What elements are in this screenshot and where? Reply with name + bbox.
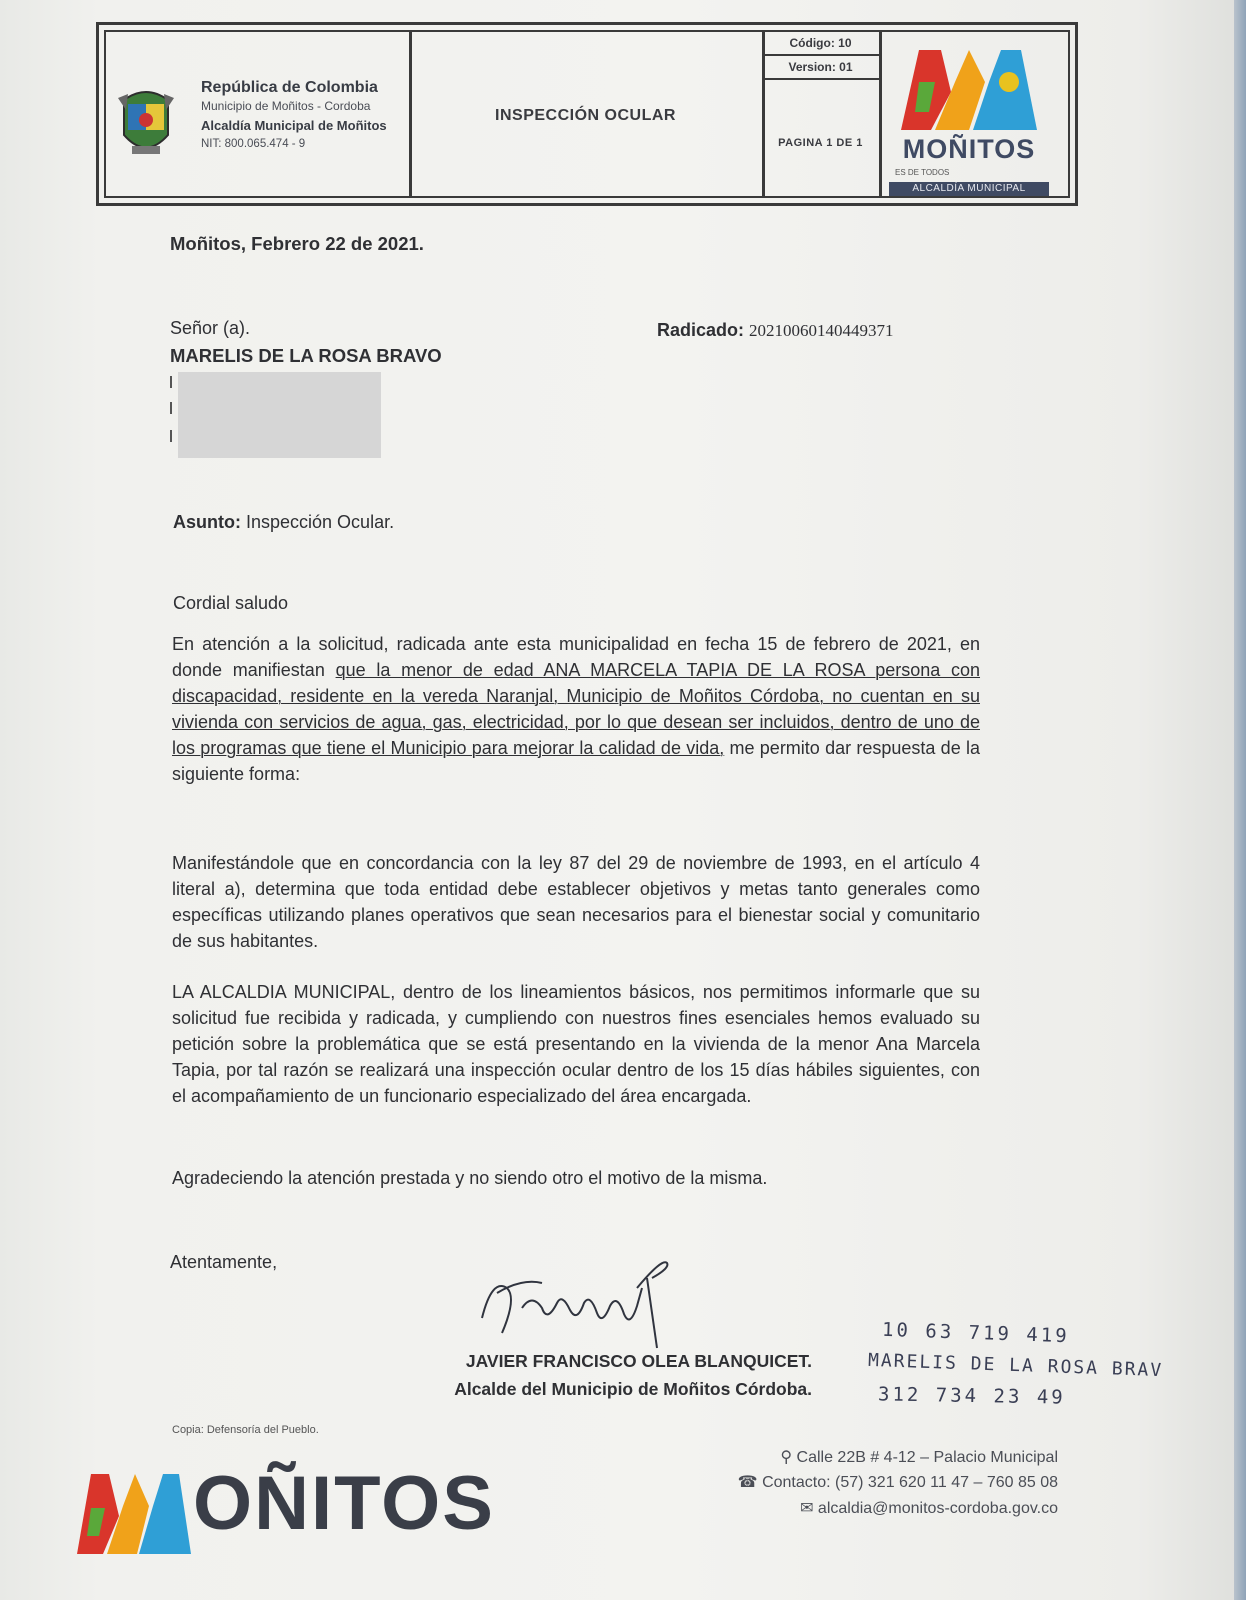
handwritten-phone: 312 734 23 49 [877, 1383, 1066, 1409]
m-logo-icon [75, 1466, 195, 1556]
p1-text-b: me permito dar respuesta de la siguiente forma: [172, 738, 980, 784]
radicado [657, 320, 894, 341]
p1-underlined: que la menor de edad ANA MARCELA TAPIA DE LA ROSA persona con discapacidad, residente en la vereda Naranjal, Municipio de Moñitos Córdoba, no cuentan en su vivienda con servicios de agua, gas, electricidad, por lo que desean ser incluidos, dentro de uno de los programas que tiene el Municipio para mejorar la calidad de vida, [172, 660, 981, 758]
phone-icon: ☎ [737, 1474, 758, 1491]
brand-cell [879, 32, 1068, 196]
org-country: República de Colombia [201, 79, 378, 96]
paragraph-4: Agradeciendo la atención prestada y no siendo otro el motivo de la misma. [172, 1168, 768, 1188]
subject-label: Asunto: [173, 512, 241, 532]
salutation-to: Señor (a). [170, 318, 251, 338]
code-label: Código: 10 [762, 32, 879, 56]
redaction-edge [170, 376, 172, 388]
monitos-logo [889, 42, 1049, 200]
redacted-address [178, 372, 381, 458]
redaction-edge [170, 430, 172, 442]
handwritten-name: MARELIS DE LA ROSA BRAV [867, 1349, 1164, 1382]
logo-tagline: ES DE TODOS [895, 168, 950, 177]
handwritten-id: 10 63 719 419 [881, 1318, 1071, 1348]
footer-logo [75, 1458, 555, 1558]
footer-address [780, 1447, 1058, 1467]
version-label: Version: 01 [762, 56, 879, 80]
footer-phone [738, 1472, 1058, 1492]
greeting: Cordial saludo [173, 593, 289, 613]
org-municipality: Municipio de Moñitos - Cordoba [201, 99, 371, 113]
logo-bar: ALCALDÍA MUNICIPAL [889, 182, 1049, 196]
subject-text: Inspección Ocular. [246, 512, 395, 532]
recipient-name: MARELIS DE LA ROSA BRAVO [170, 345, 442, 366]
letter-date: Moñitos, Febrero 22 de 2021. [170, 233, 424, 254]
m-logo-icon [889, 42, 1049, 134]
signature-icon [462, 1248, 692, 1358]
copy-note: Copia: Defensoría del Pueblo. [172, 1424, 319, 1436]
redaction-edge [170, 402, 172, 414]
meta-cell [762, 32, 882, 196]
coat-of-arms-icon [114, 80, 178, 170]
signer-block [352, 1347, 812, 1403]
radicado-label: Radicado: [657, 320, 745, 340]
org-office: Alcaldía Municipal de Moñitos [201, 118, 387, 133]
subject-line [173, 512, 394, 533]
paragraph-3: LA ALCALDIA MUNICIPAL, dentro de los lineamientos básicos, nos permitimos informarle que su solicitud fue recibida y radicada, y cumpliendo con nuestros fines esenciales hemos evaluado su petición sobre la problemática que se está presentando en la vivienda de la menor Ana Marcela Tapia, por tal razón se realizará una inspección ocular dentro de los 15 días hábiles siguientes, con el acompañamiento de un funcionario especializado del área encargada. [172, 982, 980, 1106]
form-title: INSPECCIÓN OCULAR [495, 107, 676, 124]
closing: Atentamente, [170, 1252, 278, 1272]
phone-text: Contacto: (57) 321 620 11 47 – 760 85 08 [762, 1474, 1058, 1491]
org-block [201, 78, 387, 154]
title-cell [409, 32, 765, 196]
logo-word: MOÑITOS [902, 134, 1036, 164]
location-pin-icon: ⚲ [780, 1449, 793, 1466]
address-text: Calle 22B # 4-12 – Palacio Municipal [796, 1449, 1058, 1466]
email-icon: ✉ [800, 1500, 814, 1517]
letterhead-table [96, 22, 1078, 206]
paragraph-1 [172, 631, 980, 787]
signer-title: Alcalde del Municipio de Moñitos Córdoba. [454, 1379, 812, 1399]
page-edge [1234, 0, 1246, 1600]
org-nit: NIT: 800.065.474 - 9 [201, 138, 306, 150]
page-label: PAGINA 1 DE 1 [778, 137, 863, 149]
footer-email [800, 1498, 1058, 1518]
email-text: alcaldia@monitos-cordoba.gov.co [817, 1500, 1058, 1517]
p1-text-a: En atención a la solicitud, radicada ante esta municipalidad en fecha 15 de febrero de 2021, en donde manifiestan [172, 634, 980, 680]
signer-name: JAVIER FRANCISCO OLEA BLANQUICET. [465, 1351, 812, 1371]
paragraph-2: Manifestándole que en concordancia con la ley 87 del 29 de noviembre de 1993, en el artículo 4 literal a), determina que toda entidad debe establecer objetivos y metas tanto generales como específicas utilizando planes operativos que sean necesarios para el bienestar social y comunitario de sus habitantes. [172, 853, 980, 951]
radicado-number: 20210060140449371 [749, 321, 894, 340]
org-cell [106, 32, 412, 196]
footer-logo-word: OÑITOS [193, 1461, 495, 1546]
